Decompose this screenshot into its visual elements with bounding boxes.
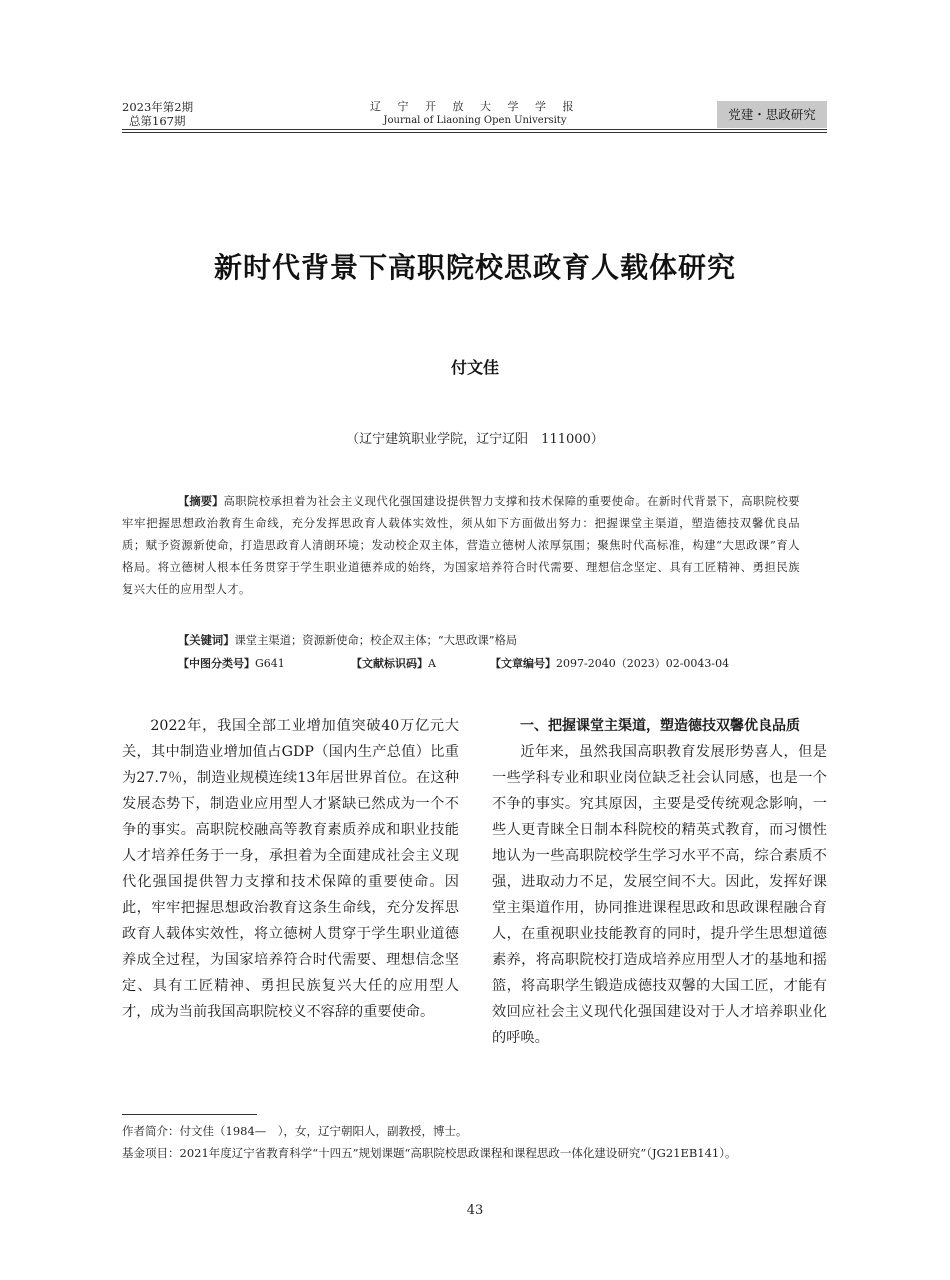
intro-paragraph: 2022年，我国全部工业增加值突破40万亿元大关，其中制造业增加值占GDP（国内生产总值）比重为27.7％，制造业规模连续13年居世界首位。在这种发展态势下，制造业应用型人才紧缺已然成为一个不争的事实。高职院校融高等教育素质养成和职业技能人才培养任务于一身，承担着为全面建成社会主义现代化强国提供智力支撑和技术保障的重要使命。因此，牢牢把握思想政治教育这条生命线，充分发挥思政育人载体实效性，将立德树人贯穿于学生职业道德养成全过程，为国家培养符合时代需要、理想信念坚定、具有工匠精神、勇担民族复兴大任的应用型人才，成为当前我国高职院校义不容辞的重要使命。 (122, 718, 459, 1020)
journal-name-cn: 辽 宁 开 放 大 学 学 报 (370, 100, 580, 113)
section-1-heading: 一、把握课堂主渠道，塑造德技双馨优良品质 (520, 718, 800, 734)
header-rule-bottom (122, 132, 827, 133)
doc-code-label: 【文献标识码】 (351, 657, 428, 670)
body-column-left (122, 713, 459, 1025)
total-issue-number: 总第167期 (129, 114, 186, 128)
footnote-rule (122, 1114, 257, 1115)
abstract-text: 高职院校承担着为社会主义现代化强国建设提供智力支撑和技术保障的重要使命。在新时代背景下，高职院校要牢牢把握思想政治教育生命线，充分发挥思政育人载体实效性，须从如下方面做出努力：把握课堂主渠道，塑造德技双馨优良品质；赋予资源新使命，打造思政育人清朗环境；发动校企双主体，营造立德树人浓厚氛围；聚焦时代高标准，构建“大思政课”育人格局。将立德树人根本任务贯穿于学生职业道德养成的始终，为国家培养符合时代需要、理想信念坚定、具有工匠精神、勇担民族复兴大任的应用型人才。 (122, 495, 800, 596)
abstract-label: 【摘要】 (178, 495, 224, 508)
author-name: 付文佳 (450, 358, 499, 377)
author-affiliation: （辽宁建筑职业学院，辽宁辽阳 111000） (346, 432, 604, 447)
classification-line (178, 655, 838, 673)
clc-label: 【中图分类号】 (178, 657, 255, 670)
article-number (490, 655, 729, 673)
article-number-value: 2097-2040（2023）02-0043-04 (556, 657, 730, 670)
header-rule-top (122, 129, 827, 130)
fund-footnote: 基金项目：2021年度辽宁省教育科学“十四五”规划课题“高职院校思政课程和课程思政一体化建设研究”（JG21EB141）。 (122, 1146, 737, 1160)
journal-name (350, 100, 600, 128)
abstract (122, 491, 800, 601)
section-1-paragraph: 近年来，虽然我国高职教育发展形势喜人，但是一些学科专业和职业岗位缺乏社会认同感，也是一个不争的事实。究其原因，主要是受传统观念影响，一些人更青睐全日制本科院校的精英式教育，而习惯性地认为一些高职院校学生学习水平不高，综合素质不强，进取动力不足，发展空间不大。因此，发挥好课堂主渠道作用，协同推进课程思政和思政课程融合育人，在重视职业技能教育的同时，提升学生思想道德素养，将高职院校打造成培养应用型人才的基地和摇篮，将高职学生锻造成德技双馨的大国工匠，才能有效回应社会主义现代化强国建设对于人才培养职业化的呼唤。 (492, 744, 827, 1046)
clc-code (178, 655, 285, 673)
clc-value: G641 (255, 657, 285, 670)
author-bio-footnote: 作者简介：付文佳（1984— ），女，辽宁朝阳人，副教授，博士。 (122, 1124, 468, 1138)
article-number-label: 【文章编号】 (490, 657, 556, 670)
page-number: 43 (466, 1203, 484, 1218)
doc-code-value: A (428, 657, 436, 670)
issue-number: 2023年第2期 (122, 100, 194, 114)
keywords-label: 【关键词】 (178, 634, 235, 647)
keywords-text: 课堂主渠道；资源新使命；校企双主体；“大思政课”格局 (234, 634, 518, 647)
column-badge: 党建・思政研究 (717, 101, 827, 128)
issue-info (122, 100, 193, 128)
keywords (178, 632, 798, 650)
doc-code (351, 655, 436, 673)
journal-name-en: Journal of Liaoning Open University (383, 115, 567, 126)
body-column-right (492, 713, 827, 1051)
article-title: 新时代背景下高职院校思政育人载体研究 (213, 251, 736, 284)
